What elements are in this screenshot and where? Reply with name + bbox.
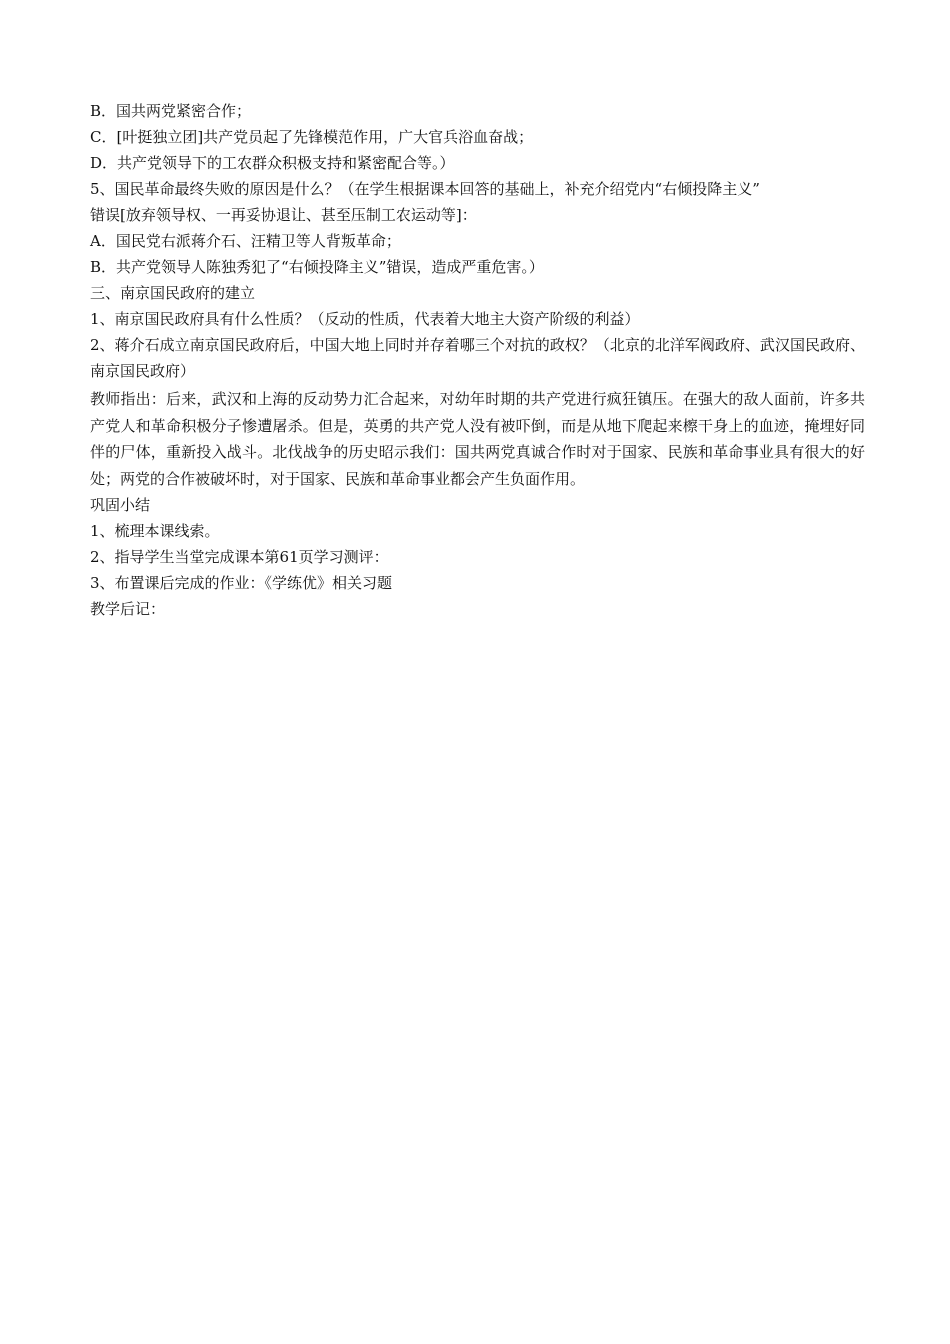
question-5-continued: 错误[放弃领导权、一再妥协退让、甚至压制工农运动等]： <box>90 206 477 224</box>
summary-item-1: 1、梳理本课线索。 <box>90 522 220 540</box>
answer-b-line: B．国共两党紧密合作； <box>90 102 252 120</box>
summary-heading: 巩固小结 <box>90 496 151 514</box>
question-5-line: 5、国民革命最终失败的原因是什么？（在学生根据课本回答的基础上，补充介绍党内“右倾投降主义” <box>90 180 760 198</box>
summary-item-3: 3、布置课后完成的作业：《学练优》相关习题 <box>90 574 393 592</box>
reason-b-line: B．共产党领导人陈独秀犯了“右倾投降主义”错误，造成严重危害。） <box>90 258 544 276</box>
reason-a-line: A．国民党右派蒋介石、汪精卫等人背叛革命； <box>90 232 401 250</box>
question-2-paragraph: 2、蒋介石成立南京国民政府后，中国大地上同时并存着哪三个对抗的政权？（北京的北洋军阀政府、武汉国民政府、南京国民政府） <box>90 336 865 380</box>
teaching-notes-label: 教学后记： <box>90 600 166 618</box>
document-body <box>90 98 865 622</box>
summary-item-2: 2、指导学生当堂完成课本第61页学习测评： <box>90 548 389 566</box>
answer-d-line: D．共产党领导下的工农群众积极支持和紧密配合等。） <box>90 154 455 172</box>
teacher-note-paragraph: 教师指出：后来，武汉和上海的反动势力汇合起来，对幼年时期的共产党进行疯狂镇压。在强大的敌人面前，许多共产党人和革命积极分子惨遭屠杀。但是，英勇的共产党人没有被吓倒，而是从地下爬起来檫干身上的血迹，掩埋好同伴的尸体，重新投入战斗。北伐战争的历史昭示我们：国共两党真诚合作时对于国家、民族和革命事业具有很大的好处；两党的合作被破坏时，对于国家、民族和革命事业都会产生负面作用。 <box>90 390 865 488</box>
question-1-line: 1、南京国民政府具有什么性质？（反动的性质，代表着大地主大资产阶级的利益） <box>90 310 640 328</box>
section-3-heading: 三、南京国民政府的建立 <box>90 284 256 302</box>
answer-c-line: C．[叶挺独立团]共产党员起了先锋模范作用，广大官兵浴血奋战； <box>90 128 534 146</box>
